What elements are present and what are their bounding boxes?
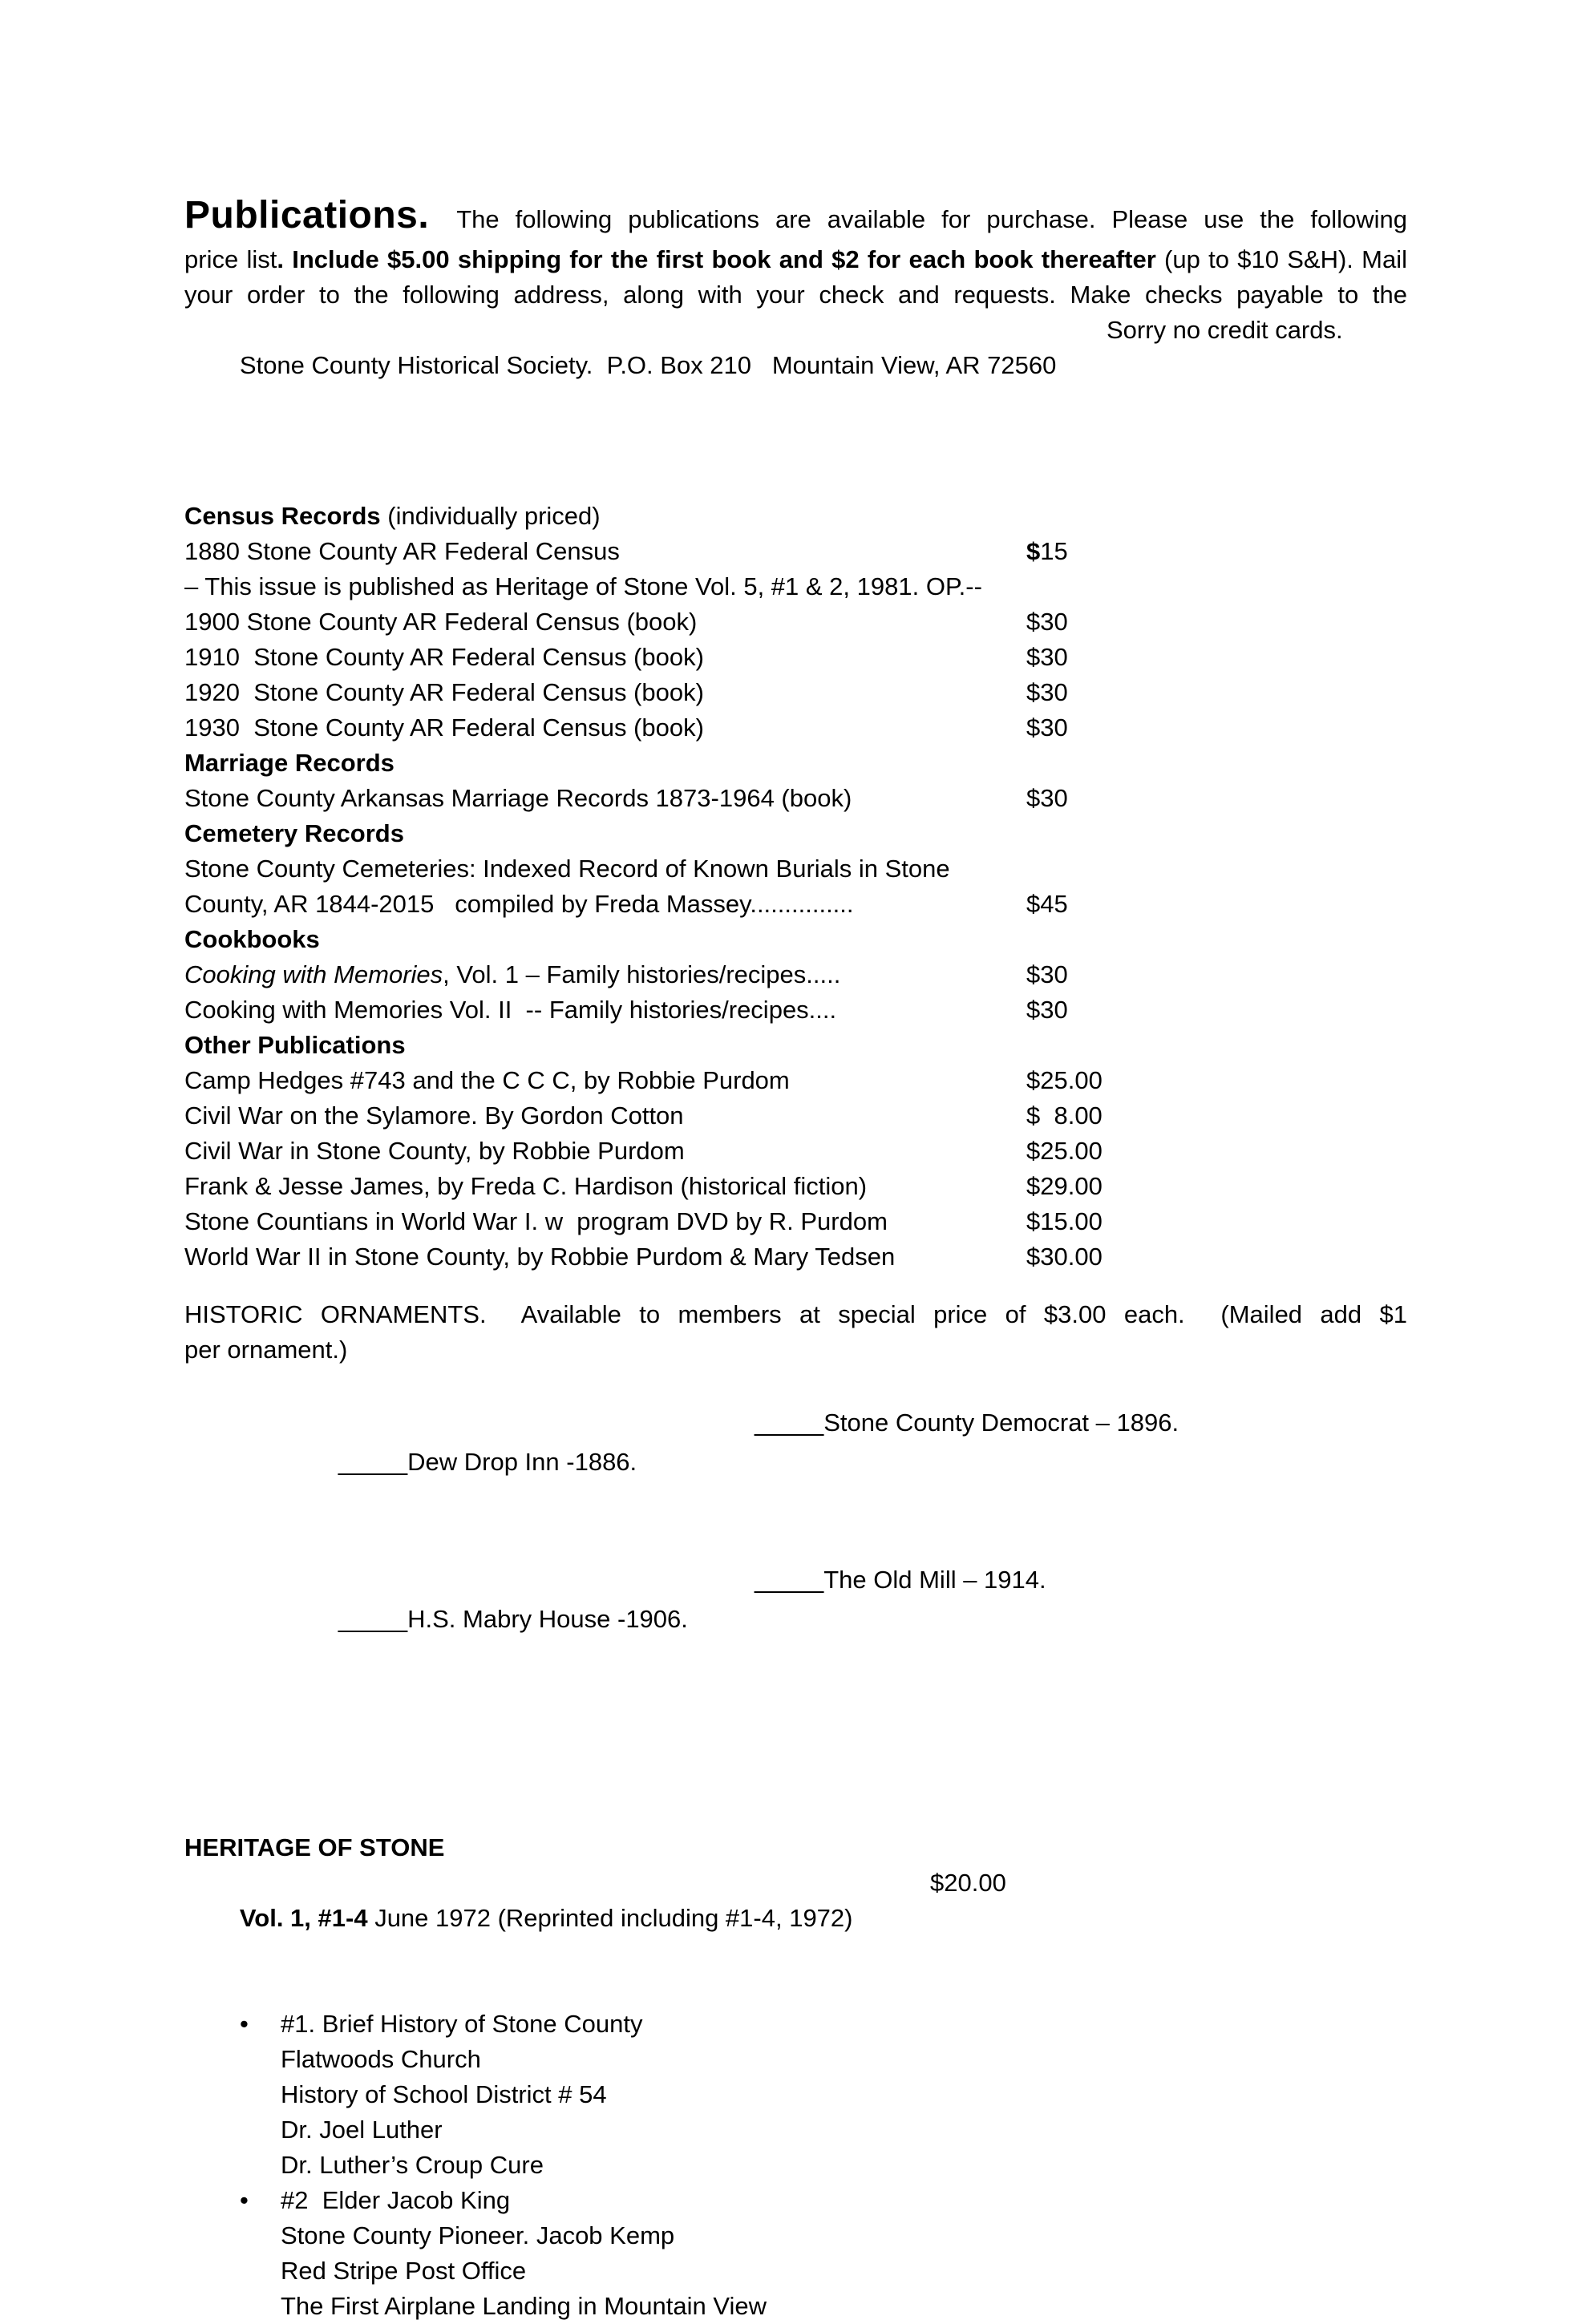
- intro-text: The following publications are available for purchase. Please use the following: [456, 205, 1407, 233]
- ornament-label: H.S. Mabry House -1906.: [407, 1605, 688, 1633]
- section-heading-census: Census Records (individually priced): [184, 502, 601, 530]
- item-price: $30: [1026, 784, 1068, 812]
- bullet-icon: •: [240, 2186, 249, 2214]
- item-label: Stone Countians in World War I. w program DVD by R. Purdom: [184, 1207, 888, 1235]
- item-label: 1930 Stone County AR Federal Census (book): [184, 713, 704, 742]
- list-item-text: Dr. Luther’s Croup Cure: [281, 2151, 544, 2179]
- item-price: $25.00: [1026, 1066, 1103, 1094]
- item-label: 1920 Stone County AR Federal Census (book): [184, 678, 704, 706]
- price-row-civil-war-sylamore: [184, 1098, 1407, 1134]
- price-row-wwii-stone-county: [184, 1239, 1407, 1275]
- cemetery-row-line1: Stone County Cemeteries: Indexed Record of Known Burials in Stone: [184, 855, 950, 883]
- section-heading-cemetery: Cemetery Records: [184, 819, 404, 847]
- heritage-section: [184, 1830, 1407, 2324]
- item-label: Civil War on the Sylamore. By Gordon Cotton: [184, 1101, 684, 1130]
- item-label: 1910 Stone County AR Federal Census (book): [184, 643, 704, 671]
- item-label: , Vol. 1 – Family histories/recipes.....: [443, 960, 841, 988]
- item-price: $15.00: [1026, 1207, 1103, 1235]
- item-price: $30: [1026, 643, 1068, 671]
- price-row-1900-census: [184, 604, 1407, 640]
- cemetery-row-line2: [184, 887, 1407, 922]
- ornament-label: Dew Drop Inn -1886.: [407, 1448, 637, 1476]
- intro-line-4: [184, 313, 1407, 454]
- intro-line-3: [184, 277, 1407, 313]
- item-price: $ 8.00: [1026, 1101, 1103, 1130]
- item-label: County, AR 1844-2015 compiled by Freda Massey...............: [184, 890, 854, 918]
- item-label: Cooking with Memories Vol. II -- Family histories/recipes....: [184, 996, 837, 1024]
- ornament-blank-line: _____: [755, 1566, 824, 1594]
- price-row-1930-census: [184, 710, 1407, 746]
- item-label: 1900 Stone County AR Federal Census (book): [184, 608, 698, 636]
- census-note-row: – This issue is published as Heritage of Stone Vol. 5, #1 & 2, 1981. OP.--: [184, 572, 982, 600]
- bullet-icon: •: [240, 2010, 249, 2038]
- price-row-marriage-records: [184, 781, 1407, 816]
- price-row-frank-jesse-james: [184, 1169, 1407, 1204]
- item-price: $25.00: [1026, 1137, 1103, 1165]
- item-price: $15: [1026, 537, 1068, 565]
- ornament-row-1: [184, 1403, 1407, 1560]
- list-item-text: Dr. Joel Luther: [281, 2116, 443, 2144]
- intro-text: price list: [184, 245, 277, 273]
- item-label: Camp Hedges #743 and the C C C, by Robbie Purdom: [184, 1066, 790, 1094]
- price-row-camp-hedges: [184, 1063, 1407, 1098]
- no-credit-cards-note: Sorry no credit cards.: [1107, 316, 1343, 344]
- item-label: Stone County Arkansas Marriage Records 1873-1964 (book): [184, 784, 852, 812]
- item-price: $30: [1026, 678, 1068, 706]
- intro-text: (up to $10 S&H). Mail: [1155, 245, 1408, 273]
- list-item-text: Red Stripe Post Office: [281, 2257, 527, 2285]
- intro-line-1: [184, 192, 1407, 242]
- section-heading-other-publications: Other Publications: [184, 1031, 406, 1059]
- heritage-heading: HERITAGE OF STONE: [184, 1833, 445, 1861]
- item-label: World War II in Stone County, by Robbie Purdom & Mary Tedsen: [184, 1243, 896, 1271]
- list-item-text: Flatwoods Church: [281, 2045, 481, 2073]
- item-label: 1880 Stone County AR Federal Census: [184, 537, 620, 565]
- ornaments-heading-line1: HISTORIC ORNAMENTS. Available to members at special price of $3.00 each. (Mailed add $1: [184, 1300, 1407, 1328]
- item-price: $30: [1026, 960, 1068, 988]
- item-price: $29.00: [1026, 1172, 1103, 1200]
- ornament-blank-line: _____: [338, 1605, 408, 1633]
- intro-line-2: [184, 242, 1407, 277]
- ornaments-section: [184, 1297, 1407, 1717]
- vol-description: June 1972 (Reprinted including #1-4, 1972): [367, 1904, 853, 1932]
- heritage-vol-row: [184, 1865, 1407, 2007]
- list-item-text: #1. Brief History of Stone County: [281, 2010, 643, 2038]
- list-item: [184, 2007, 1407, 2042]
- price-row-1920-census: [184, 675, 1407, 710]
- item-label: Civil War in Stone County, by Robbie Purdom: [184, 1137, 685, 1165]
- price-row-stone-countians-wwi: [184, 1204, 1407, 1239]
- mailing-address: Stone County Historical Society. P.O. Box 210 Mountain View, AR 72560: [239, 351, 1057, 379]
- item-label-italic: Cooking with Memories: [184, 960, 443, 988]
- item-price: $20.00: [930, 1869, 1006, 1897]
- ornament-label: The Old Mill – 1914.: [823, 1566, 1046, 1594]
- ornaments-heading-line2: per ornament.): [184, 1336, 348, 1364]
- price-row-cooking-vol2: [184, 992, 1407, 1028]
- price-list: [184, 499, 1407, 1275]
- item-label: Frank & Jesse James, by Freda C. Hardison (historical fiction): [184, 1172, 868, 1200]
- document-content: [184, 192, 1407, 2324]
- list-item-text: The First Airplane Landing in Mountain View: [281, 2292, 767, 2320]
- price-row-civil-war-stone-county: [184, 1134, 1407, 1169]
- intro-text: your order to the following address, along with your check and requests. Make checks payable to the: [184, 281, 1407, 309]
- item-price: $30.00: [1026, 1243, 1103, 1271]
- shipping-notice-bold: . Include $5.00 shipping for the first book and $2 for each book thereafter: [277, 245, 1156, 273]
- list-item-text: History of School District # 54: [281, 2080, 607, 2108]
- ornament-label: Stone County Democrat – 1896.: [823, 1409, 1179, 1437]
- item-price: $30: [1026, 713, 1068, 742]
- price-row-1880-census: [184, 534, 1407, 569]
- section-heading-cookbooks: Cookbooks: [184, 925, 320, 953]
- price-row-cooking-vol1: [184, 957, 1407, 992]
- list-item: [184, 2183, 1407, 2218]
- list-item-text: Stone County Pioneer. Jacob Kemp: [281, 2221, 675, 2249]
- page-title: Publications.: [184, 194, 430, 236]
- ornament-blank-line: _____: [755, 1409, 824, 1437]
- ornament-blank-line: _____: [338, 1448, 408, 1476]
- spacer: [184, 1368, 1407, 1403]
- item-price: $30: [1026, 996, 1068, 1024]
- intro-paragraph: [184, 192, 1407, 454]
- item-price: $45: [1026, 890, 1068, 918]
- section-heading-marriage: Marriage Records: [184, 749, 394, 777]
- vol-label: Vol. 1, #1-4: [239, 1904, 368, 1932]
- price-row-1910-census: [184, 640, 1407, 675]
- list-item-text: #2 Elder Jacob King: [281, 2186, 511, 2214]
- ornament-row-2: [184, 1560, 1407, 1717]
- item-price: $30: [1026, 608, 1068, 636]
